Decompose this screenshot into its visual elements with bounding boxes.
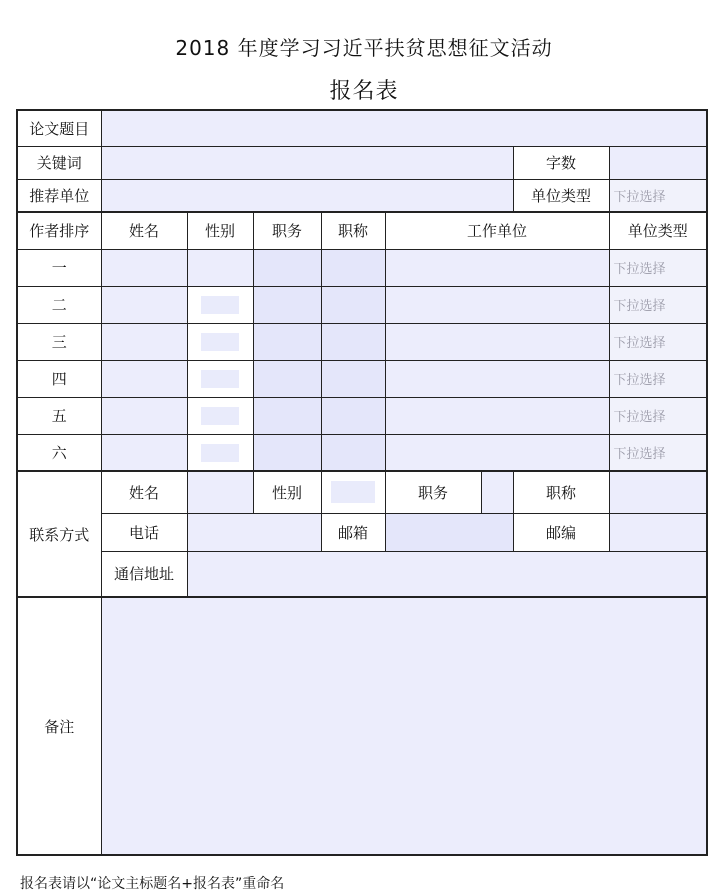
keywords-input[interactable] (101, 146, 513, 179)
paper-title-input[interactable] (101, 110, 707, 146)
author-work-unit-input[interactable] (385, 360, 609, 397)
author-order-cell: 三 (17, 323, 101, 360)
gender-field-block (331, 481, 375, 503)
email-input[interactable] (385, 513, 513, 551)
author-gender-input[interactable] (187, 397, 253, 434)
form-title: 2018 年度学习习近平扶贫思想征文活动 (175, 36, 553, 60)
author-order-cell: 六 (17, 434, 101, 471)
contact-label: 联系方式 (17, 471, 101, 597)
author-work-unit-input[interactable] (385, 323, 609, 360)
author-gender-input[interactable] (187, 286, 253, 323)
form-subtitle: 报名表 (329, 79, 399, 104)
address-label: 通信地址 (101, 551, 187, 597)
phone-label: 电话 (101, 513, 187, 551)
author-unit-type-dropdown[interactable]: 下拉选择 (609, 249, 707, 286)
author-position-input[interactable] (253, 286, 321, 323)
paper-title-label: 论文题目 (17, 110, 101, 146)
author-unit-type-dropdown[interactable]: 下拉选择 (609, 286, 707, 323)
author-order-cell: 四 (17, 360, 101, 397)
word-count-label: 字数 (513, 146, 609, 179)
author-title-input[interactable] (321, 397, 385, 434)
keywords-label: 关键词 (17, 146, 101, 179)
author-title-input[interactable] (321, 360, 385, 397)
author-name-input[interactable] (101, 249, 187, 286)
author-order-cell: 五 (17, 397, 101, 434)
contact-name-label: 姓名 (101, 471, 187, 513)
gender-field-block (201, 444, 239, 462)
author-name-input[interactable] (101, 434, 187, 471)
gender-field-block (201, 407, 239, 425)
author-gender-input[interactable] (187, 434, 253, 471)
author-work-unit-input[interactable] (385, 397, 609, 434)
author-position-header: 职务 (253, 212, 321, 249)
author-title-input[interactable] (321, 249, 385, 286)
author-gender-input[interactable] (187, 323, 253, 360)
author-name-input[interactable] (101, 397, 187, 434)
author-row (17, 249, 707, 286)
author-position-input[interactable] (253, 434, 321, 471)
gender-field-block (201, 370, 239, 388)
author-work-unit-input[interactable] (385, 434, 609, 471)
author-row (17, 286, 707, 323)
postcode-input[interactable] (609, 513, 707, 551)
author-unit-type-header: 单位类型 (609, 212, 707, 249)
author-work-unit-input[interactable] (385, 249, 609, 286)
author-position-input[interactable] (253, 323, 321, 360)
recommend-unit-input[interactable] (101, 179, 513, 212)
recommend-unit-label: 推荐单位 (17, 179, 101, 212)
phone-input[interactable] (187, 513, 321, 551)
contact-title-input[interactable] (609, 471, 707, 513)
address-input[interactable] (187, 551, 707, 597)
unit-type-label: 单位类型 (513, 179, 609, 212)
word-count-input[interactable] (609, 146, 707, 179)
author-row (17, 323, 707, 360)
author-row (17, 360, 707, 397)
author-position-input[interactable] (253, 360, 321, 397)
author-unit-type-dropdown[interactable]: 下拉选择 (609, 434, 707, 471)
remarks-input[interactable] (101, 597, 707, 855)
contact-position-label: 职务 (385, 471, 481, 513)
author-name-input[interactable] (101, 286, 187, 323)
author-row (17, 434, 707, 471)
email-label: 邮箱 (321, 513, 385, 551)
gender-field-block (201, 296, 239, 314)
author-gender-input[interactable] (187, 249, 253, 286)
author-row (17, 397, 707, 434)
footer-note: 报名表请以“论文主标题名+报名表”重命名 (20, 876, 285, 892)
registration-form-table (16, 109, 708, 856)
author-gender-input[interactable] (187, 360, 253, 397)
author-title-input[interactable] (321, 286, 385, 323)
author-title-input[interactable] (321, 434, 385, 471)
author-order-cell: 一 (17, 249, 101, 286)
author-unit-type-dropdown[interactable]: 下拉选择 (609, 323, 707, 360)
author-work-unit-header: 工作单位 (385, 212, 609, 249)
author-name-input[interactable] (101, 360, 187, 397)
author-title-header: 职称 (321, 212, 385, 249)
author-work-unit-input[interactable] (385, 286, 609, 323)
author-order-header: 作者排序 (17, 212, 101, 249)
author-name-header: 姓名 (101, 212, 187, 249)
author-position-input[interactable] (253, 249, 321, 286)
author-title-input[interactable] (321, 323, 385, 360)
contact-name-input[interactable] (187, 471, 253, 513)
author-unit-type-dropdown[interactable]: 下拉选择 (609, 397, 707, 434)
unit-type-dropdown[interactable]: 下拉选择 (609, 179, 707, 212)
gender-field-block (201, 333, 239, 351)
author-position-input[interactable] (253, 397, 321, 434)
author-unit-type-dropdown[interactable]: 下拉选择 (609, 360, 707, 397)
postcode-label: 邮编 (513, 513, 609, 551)
contact-position-input[interactable] (481, 471, 513, 513)
contact-title-label: 职称 (513, 471, 609, 513)
contact-gender-label: 性别 (253, 471, 321, 513)
author-order-cell: 二 (17, 286, 101, 323)
remarks-label: 备注 (17, 597, 101, 855)
author-gender-header: 性别 (187, 212, 253, 249)
contact-gender-input[interactable] (321, 471, 385, 513)
author-name-input[interactable] (101, 323, 187, 360)
